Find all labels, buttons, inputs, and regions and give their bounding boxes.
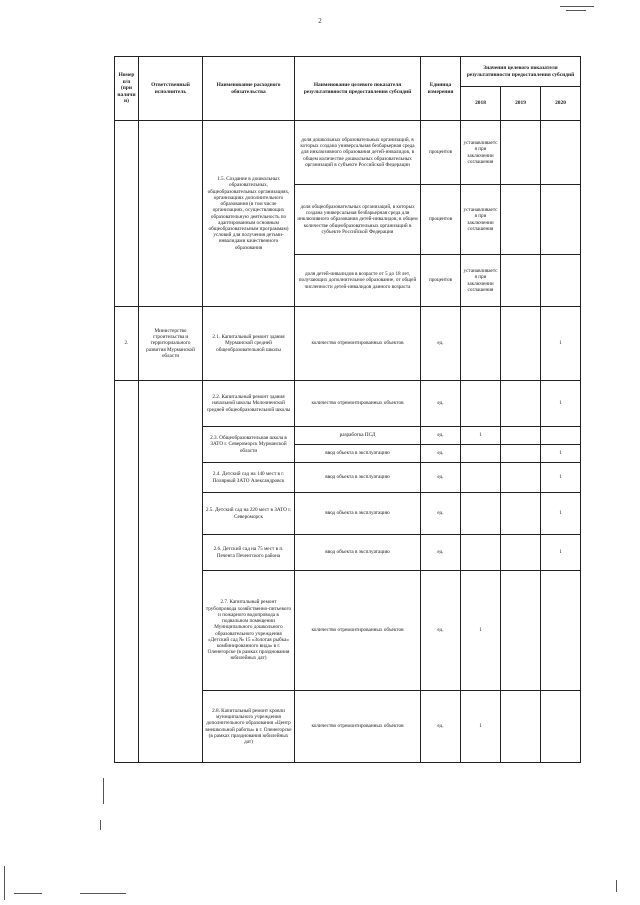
cell-indicator: доля дошкольных образовательных организаций, в которых создана универсальная безбарьерная среда для инклюзивного образования детей-инвалидов, в общем количестве дошкольных образовательных организаций в субъекте Российской Федерации <box>295 121 421 185</box>
cell-indicator: ввод объекта в эксплуатацию <box>295 493 421 535</box>
cell-2020: 1 <box>541 381 581 427</box>
cell-unit: процентов <box>421 185 461 255</box>
cell-indicator: количество отремонтированных объектов <box>295 381 421 427</box>
cell-expense: 2.5. Детский сад на 220 мест в ЗАТО г. Североморск <box>203 493 295 535</box>
cell-2019 <box>501 121 541 185</box>
table-row <box>115 121 581 185</box>
cell-2019 <box>501 493 541 535</box>
scan-mark <box>566 10 586 11</box>
header-indicator: Наименование целевого показателя результативности предоставления субсидий <box>295 57 421 121</box>
cell-2019 <box>501 255 541 307</box>
cell-2018: устанавливается при заключении соглашения <box>461 185 501 255</box>
cell-unit: процентов <box>421 255 461 307</box>
cell-2018 <box>461 307 501 381</box>
cell-expense: 2.4. Детский сад на 140 мест в г. Полярный ЗАТО Александровск <box>203 463 295 493</box>
cell-indicator: разработка ПСД <box>295 427 421 445</box>
cell-2019 <box>501 427 541 445</box>
cell-2019 <box>501 445 541 463</box>
cell-num <box>115 381 139 763</box>
cell-responsible <box>139 381 203 763</box>
cell-indicator: ввод объекта в эксплуатацию <box>295 535 421 571</box>
cell-expense: 2.7. Капитальный ремонт трубопровода хозяйственно-питьевого и пожарного водопровода в подвальном помещении Муниципального дошкольного образовательного учреждения «Детский сад № 15 «Золотая рыбка» комбинированного вида» в г. Оленегорске (в рамках празднования юбилейных дат) <box>203 571 295 691</box>
cell-2018: 1 <box>461 427 501 445</box>
cell-2020: 1 <box>541 307 581 381</box>
table-row <box>115 381 581 427</box>
cell-indicator: ввод объекта в эксплуатацию <box>295 445 421 463</box>
cell-indicator: количество отремонтированных объектов <box>295 571 421 691</box>
scan-mark <box>14 893 42 894</box>
cell-2019 <box>501 535 541 571</box>
cell-unit: ед. <box>421 445 461 463</box>
cell-2018 <box>461 463 501 493</box>
cell-2020: 1 <box>541 445 581 463</box>
scan-mark <box>100 820 101 830</box>
header-year-2019: 2019 <box>501 87 541 121</box>
cell-expense: 2.3. Общеобразовательная школа в ЗАТО г. Североморск Мурманской области <box>203 427 295 463</box>
cell-expense: 2.6. Детский сад на 75 мест в п. Печенга Печенгского района <box>203 535 295 571</box>
page-number: 2 <box>318 17 322 25</box>
cell-2020 <box>541 571 581 691</box>
cell-unit: ед. <box>421 493 461 535</box>
cell-2019 <box>501 463 541 493</box>
cell-expense: 1.5. Создание в дошкольных образовательных, общеобразовательных организациях, организациях дополнительного образования (в том числе организациях, осуществляющих образовательную деятельность по адаптированным основным общеобразовательным программам) условий для получения детьми-инвалидами качественного образования <box>203 121 295 307</box>
header-values: Значения целевого показателя результативности предоставления субсидий <box>461 57 581 87</box>
cell-unit: ед. <box>421 381 461 427</box>
scan-mark <box>103 778 104 804</box>
cell-2020 <box>541 427 581 445</box>
cell-expense: 2.2. Капитальный ремонт здания начальной школы Молочненской средней общеобразовательной школы <box>203 381 295 427</box>
cell-expense: 2.8. Капитальный ремонт кровли муниципального учреждения дополнительного образования «Центр внешкольной работы» в г. Оленегорске (в рамках празднования юбилейных дат) <box>203 691 295 763</box>
cell-2018: 1 <box>461 571 501 691</box>
cell-unit: ед. <box>421 307 461 381</box>
header-unit: Единица измерения <box>421 57 461 121</box>
cell-2020 <box>541 255 581 307</box>
cell-unit: ед. <box>421 691 461 763</box>
cell-2018: устанавливается при заключении соглашения <box>461 255 501 307</box>
cell-indicator: доля общеобразовательных организаций, в которых создана универсальная безбарьерная среда для инклюзивного образования детей-инвалидов, в общем количестве общеобразовательных организаций в субъекте Российской Федерации <box>295 185 421 255</box>
scan-mark <box>560 6 594 7</box>
cell-responsible <box>139 121 203 307</box>
cell-2019 <box>501 185 541 255</box>
cell-2018: 1 <box>461 691 501 763</box>
header-year-2020: 2020 <box>541 87 581 121</box>
cell-indicator: количество отремонтированных объектов <box>295 691 421 763</box>
cell-unit: процентов <box>421 121 461 185</box>
header-num: Номер п/п (при наличии) <box>115 57 139 121</box>
scan-mark <box>616 880 617 892</box>
indicators-table <box>114 56 581 763</box>
cell-indicator: доля детей-инвалидов в возрасте от 5 до 18 лет, получающих дополнительное образование, от общей численности детей-инвалидов данного возраста <box>295 255 421 307</box>
cell-2019 <box>501 691 541 763</box>
cell-2019 <box>501 307 541 381</box>
cell-2020: 1 <box>541 493 581 535</box>
cell-unit: ед. <box>421 463 461 493</box>
cell-2018 <box>461 381 501 427</box>
cell-2020 <box>541 691 581 763</box>
cell-2019 <box>501 571 541 691</box>
cell-unit: ед. <box>421 535 461 571</box>
scan-mark <box>4 866 5 900</box>
cell-num: 2. <box>115 307 139 381</box>
cell-2018: устанавливается при заключении соглашения <box>461 121 501 185</box>
header-expense: Наименование расходного обязательства <box>203 57 295 121</box>
cell-2020 <box>541 121 581 185</box>
header-responsible: Ответственный исполнитель <box>139 57 203 121</box>
cell-2018 <box>461 493 501 535</box>
cell-unit: ед. <box>421 571 461 691</box>
cell-2018 <box>461 445 501 463</box>
cell-agency: Министерство строительства и территориального развития Мурманской области <box>139 307 203 381</box>
scan-mark <box>80 893 126 894</box>
cell-num <box>115 121 139 307</box>
header-year-2018: 2018 <box>461 87 501 121</box>
table-row <box>115 307 581 381</box>
cell-indicator: количество отремонтированных объектов <box>295 307 421 381</box>
cell-unit: ед. <box>421 427 461 445</box>
cell-2020: 1 <box>541 463 581 493</box>
cell-indicator: ввод объекта в эксплуатацию <box>295 463 421 493</box>
cell-2019 <box>501 381 541 427</box>
cell-expense: 2.1. Капитальный ремонт здания Мурманской средней общеобразовательной школы <box>203 307 295 381</box>
cell-2020 <box>541 185 581 255</box>
cell-2020: 1 <box>541 535 581 571</box>
cell-2018 <box>461 535 501 571</box>
